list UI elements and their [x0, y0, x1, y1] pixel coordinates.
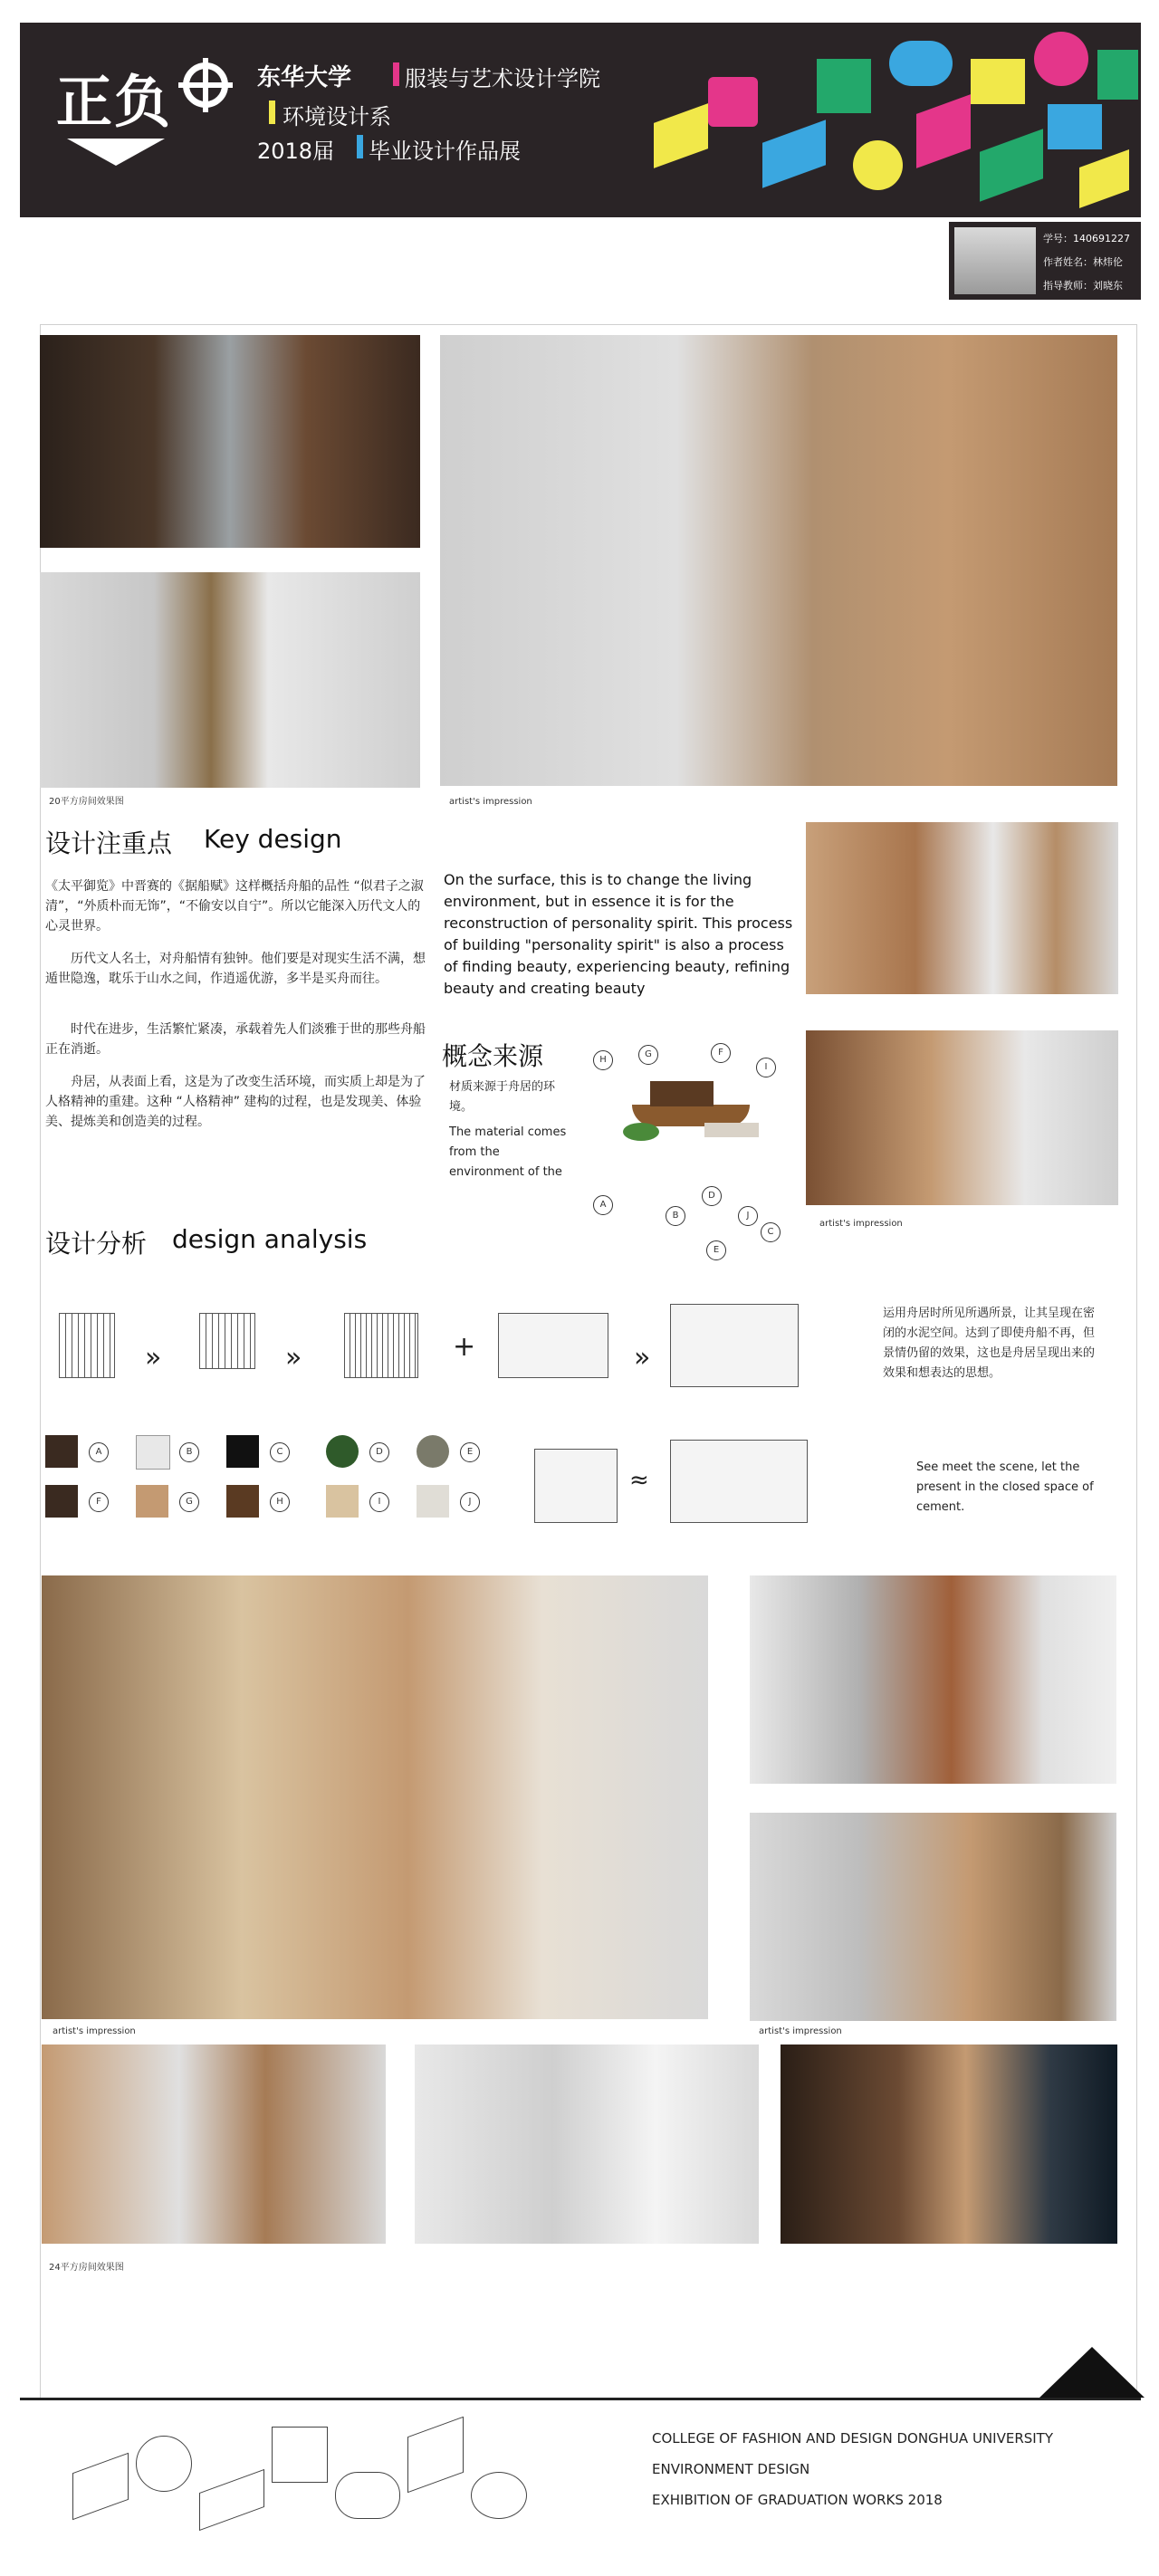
key-design-paragraph-2: 历代文人名士，对舟船情有独钟。他们要是对现实生活不满，想遁世隐逸，耽乐于山水之间，作逍遥优游，多半是买舟而往。	[45, 952, 426, 986]
footer-line-1: COLLEGE OF FASHION AND DESIGN DONGHUA UNIVERSITY	[652, 2430, 1054, 2447]
student-info	[949, 222, 1141, 300]
key-design-english: On the surface, this is to change the living environment, but in essence it is for the reconstruction of personality spirit. This process of building "personality spirit" is also a process of finding beauty, experiencing beauty, refining beauty and creating beauty	[444, 871, 793, 997]
key-design-paragraph-3: 时代在进步，生活繁忙紧凑，承载着先人们淡雅于世的那些舟船正在消逝。	[45, 1022, 426, 1057]
key-design-title-en: Key design	[204, 824, 342, 854]
concept-title: 概念来源	[442, 1041, 544, 1071]
living-room-render	[42, 1575, 708, 2019]
exhibition-year: 2018届	[257, 139, 335, 164]
key-design-paragraph-1: 《太平御览》中晋赛的《据船赋》这样概括舟船的品性 “似君子之淑清”，“外质朴而无饰”，“不偷安以自宁”。所以它能深入历代文人的心灵世界。	[45, 879, 424, 934]
accent-bar	[269, 101, 275, 124]
analysis-title-cn: 设计分析	[45, 1229, 148, 1259]
concept-cn: 材质来源于舟居的环境。	[449, 1080, 556, 1114]
decorative-blocks	[645, 23, 1141, 217]
crosshair-icon	[183, 62, 228, 108]
college-name: 服装与艺术设计学院	[405, 66, 600, 91]
caption-artist-2: artist's impression	[819, 1219, 903, 1229]
bathroom-render-3	[415, 2045, 759, 2244]
accent-bar	[393, 62, 399, 86]
bathroom-render-2	[40, 572, 420, 788]
university-name: 东华大学	[257, 64, 352, 91]
key-design-title-cn: 设计注重点	[45, 828, 173, 858]
logo: 正负	[56, 69, 173, 135]
bedroom-render-2	[750, 1813, 1116, 2021]
concept-diagram-lines: H G F I A B D E J C	[593, 1050, 801, 1250]
analysis-diagram-bottom: ≈	[534, 1440, 815, 1539]
key-design-paragraph-4: 舟居，从表面上看，这是为了改变生活环境，而实质上却是为了人格精神的重建。这种 “人格精神” 建构的过程，也是发现美、体验美、提炼美和创造美的过程。	[45, 1075, 426, 1129]
analysis-diagram-row: » » + »	[45, 1295, 824, 1403]
analysis-cn-text: 运用舟居时所见所遇所景，让其呈现在密闭的水泥空间。达到了即使舟船不再，但景情仍留的效果，这也是舟居呈现出来的效果和想表达的思想。	[883, 1307, 1096, 1380]
caption-room24: 24平方房间效果图	[49, 2263, 124, 2273]
attic-render	[42, 2045, 386, 2244]
footer-line-3: EXHIBITION OF GRADUATION WORKS 2018	[652, 2492, 943, 2508]
footer-divider	[20, 2398, 1141, 2400]
caption-artist-4: artist's impression	[759, 2026, 842, 2036]
bathroom-render	[40, 335, 420, 548]
paddle-render	[806, 822, 1118, 994]
author-name: 作者姓名：林炜伦	[1043, 256, 1123, 268]
advisor-name: 指导教师：刘晓东	[1043, 280, 1123, 292]
concept-en: The material comes from the environment of the	[449, 1125, 567, 1179]
caption-artist-1: artist's impression	[449, 797, 532, 807]
header-banner	[20, 23, 1141, 217]
night-render	[781, 2045, 1117, 2244]
footer-decorative-blocks	[63, 2408, 570, 2544]
footer-line-2: ENVIRONMENT DESIGN	[652, 2461, 810, 2477]
analysis-en-text: See meet the scene, let the present in the closed space of cement.	[916, 1460, 1094, 1514]
material-legend: A B C D E F G H I J	[45, 1435, 516, 1526]
logo-triangle	[67, 139, 165, 166]
department-name: 环境设计系	[283, 104, 391, 129]
stairs-render	[750, 1575, 1116, 1784]
accent-bar	[357, 135, 363, 158]
analysis-title-en: design analysis	[172, 1224, 368, 1254]
footer-triangle	[1039, 2347, 1145, 2398]
caption-artist-3: artist's impression	[53, 2026, 136, 2036]
bedroom-render	[440, 335, 1117, 786]
student-id: 学号：140691227	[1043, 233, 1130, 244]
caption-room20: 20平方房间效果图	[49, 797, 124, 807]
corridor-render	[806, 1030, 1118, 1205]
avatar	[954, 227, 1036, 294]
exhibition-name: 毕业设计作品展	[369, 139, 521, 164]
